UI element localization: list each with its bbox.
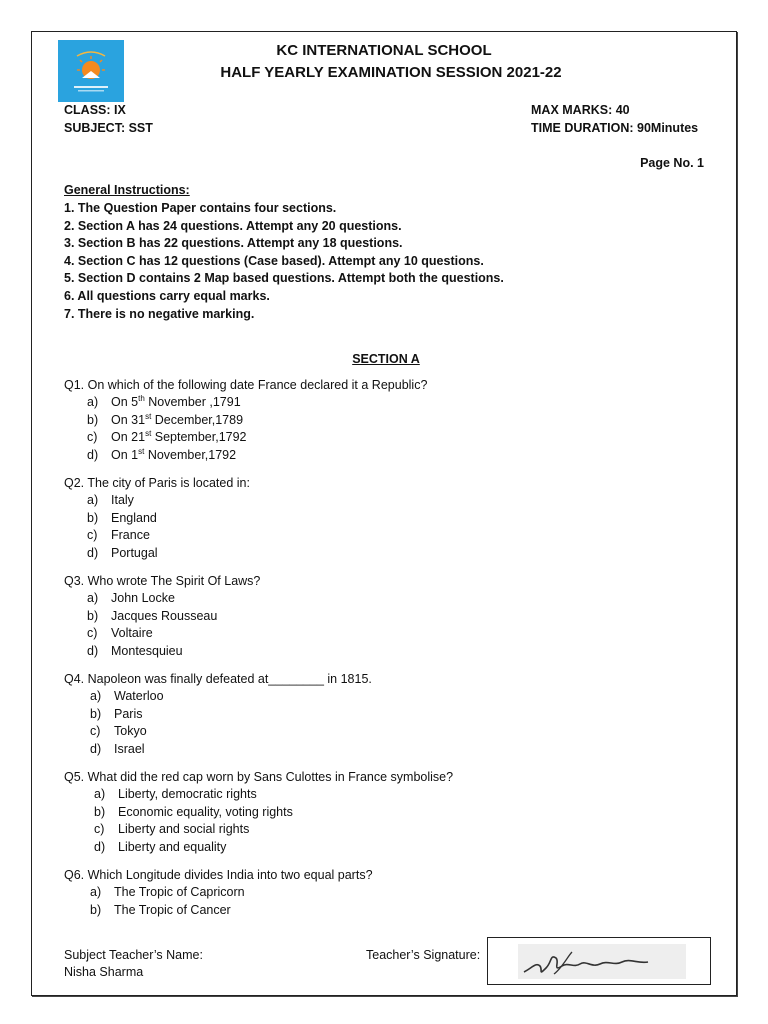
signature-label: Teacher’s Signature: <box>366 948 481 962</box>
signature-box <box>487 937 711 985</box>
option-item: d) On 1st November,1792 <box>87 446 237 462</box>
exam-title: HALF YEARLY EXAMINATION SESSION 2021-22 <box>220 64 562 81</box>
option-item: b) On 31st December,1789 <box>87 411 244 427</box>
option-list <box>64 688 372 758</box>
question-text: Q4. Napoleon was finally defeated at________ in 1815. <box>64 672 372 686</box>
instructions-list <box>64 200 504 323</box>
option-item: d) Portugal <box>87 545 158 560</box>
subject-label: SUBJECT: SST <box>64 121 153 135</box>
question-text: Q3. Who wrote The Spirit Of Laws? <box>64 574 261 588</box>
option-item: a) John Locke <box>87 591 175 605</box>
time-duration-label: TIME DURATION: 90Minutes <box>531 121 699 135</box>
school-name: KC INTERNATIONAL SCHOOL <box>276 42 492 59</box>
instruction-item: 2. Section A has 24 questions. Attempt any 20 questions. <box>64 218 402 233</box>
question-text: Q5. What did the red cap worn by Sans Culottes in France symbolise? <box>64 770 454 784</box>
option-item: c) On 21st September,1792 <box>87 429 247 445</box>
option-list <box>64 394 427 464</box>
instruction-item: 5. Section D contains 2 Map based questions. Attempt both the questions. <box>64 271 504 286</box>
question-block <box>64 671 372 758</box>
option-item: a) Italy <box>87 493 134 507</box>
handwritten-signature-icon <box>488 938 710 984</box>
option-item: a) The Tropic of Capricorn <box>90 885 245 899</box>
instruction-item: 3. Section B has 22 questions. Attempt any 18 questions. <box>64 236 403 251</box>
instructions-heading: General Instructions: <box>64 183 190 197</box>
instruction-item: 1. The Question Paper contains four sections. <box>64 201 337 215</box>
option-item: b) Economic equality, voting rights <box>94 804 293 819</box>
max-marks-label: MAX MARKS: 40 <box>531 103 630 117</box>
option-item: c) Liberty and social rights <box>94 822 250 837</box>
option-list <box>64 786 453 856</box>
option-item: c) France <box>87 528 150 543</box>
option-item: c) Voltaire <box>87 626 153 641</box>
instruction-item: 4. Section C has 12 questions (Case based). Attempt any 10 questions. <box>64 253 484 268</box>
question-block <box>64 769 453 856</box>
class-label: CLASS: IX <box>64 103 126 117</box>
option-item: b) Paris <box>90 706 143 721</box>
teacher-name-label: Subject Teacher’s Name: <box>64 948 203 962</box>
question-block <box>64 475 250 562</box>
option-item: d) Liberty and equality <box>94 839 227 854</box>
option-item: a) On 5th November ,1791 <box>87 393 241 409</box>
question-block <box>64 377 427 464</box>
question-text: Q2. The city of Paris is located in: <box>64 476 250 490</box>
option-list <box>64 590 260 660</box>
teacher-name: Nisha Sharma <box>64 965 144 979</box>
question-block <box>64 867 373 919</box>
option-item: a) Liberty, democratic rights <box>94 787 257 801</box>
question-text: Q6. Which Longitude divides India into two equal parts? <box>64 868 373 882</box>
option-item: b) The Tropic of Cancer <box>90 902 231 917</box>
option-item: b) Jacques Rousseau <box>87 608 218 623</box>
option-item: d) Montesquieu <box>87 643 183 658</box>
instruction-item: 7. There is no negative marking. <box>64 306 255 321</box>
option-item: a) Waterloo <box>90 689 164 703</box>
option-list <box>64 884 373 919</box>
page-number: Page No. 1 <box>640 156 704 170</box>
option-item: b) England <box>87 510 157 525</box>
option-item: d) Israel <box>90 741 145 756</box>
section-heading: SECTION A <box>352 352 420 366</box>
question-block <box>64 573 260 660</box>
option-list <box>64 492 250 562</box>
option-item: c) Tokyo <box>90 724 147 739</box>
instruction-item: 6. All questions carry equal marks. <box>64 288 270 303</box>
question-text: Q1. On which of the following date France declared it a Republic? <box>64 378 428 392</box>
